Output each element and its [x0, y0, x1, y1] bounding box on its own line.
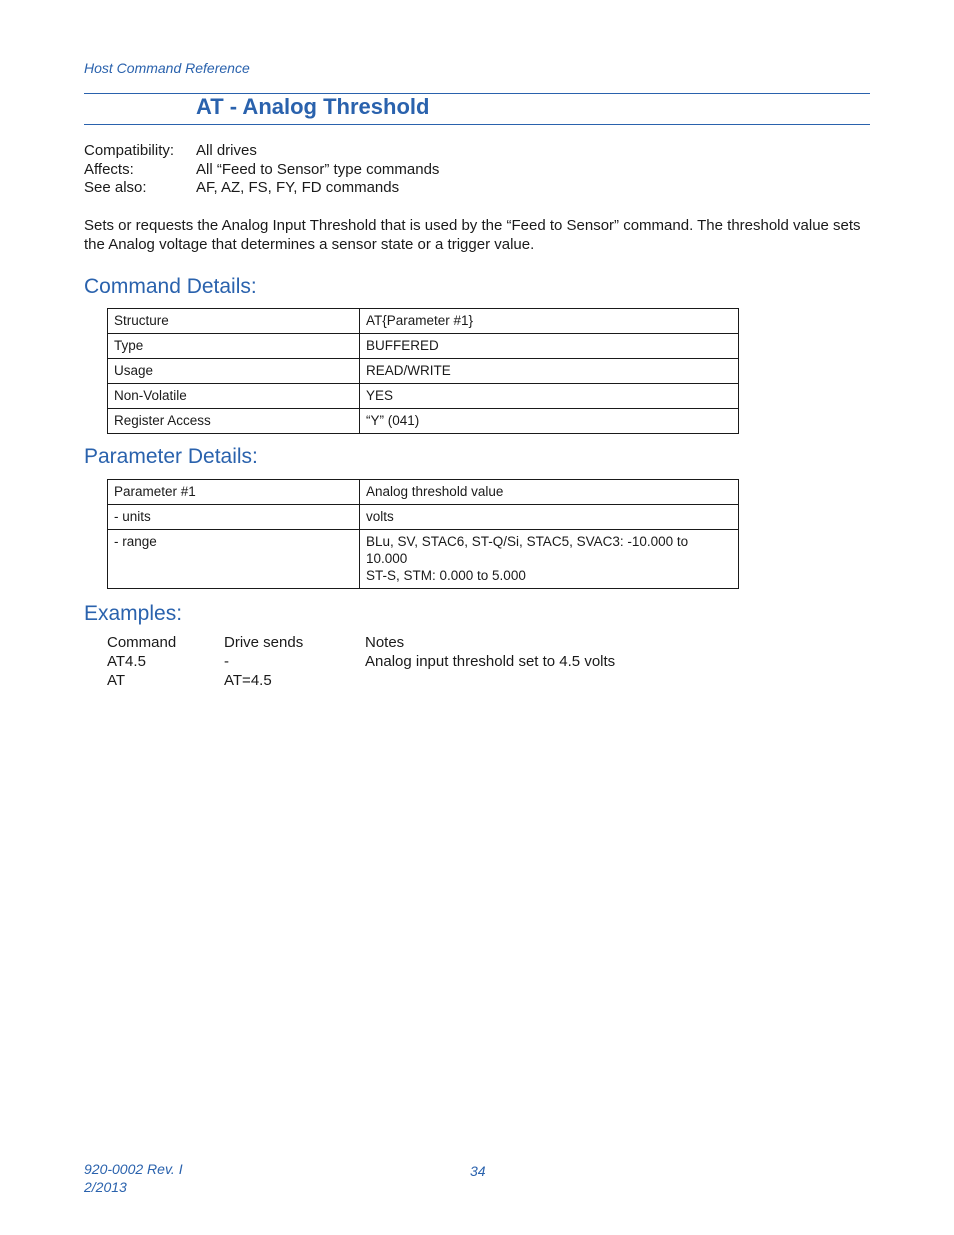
table-row	[108, 480, 739, 505]
range-line: ST-S, STM: 0.000 to 5.000	[366, 568, 526, 583]
table-cell-key: - range	[108, 530, 360, 589]
table-row	[108, 384, 739, 409]
table-cell-value: READ/WRITE	[360, 359, 739, 384]
example-command: AT4.5	[107, 653, 146, 670]
column-header: Drive sends	[224, 634, 304, 651]
table-cell-value: “Y” (041)	[360, 409, 739, 434]
meta-row-affects	[84, 161, 439, 180]
table-cell-value: BUFFERED	[360, 334, 739, 359]
description: Sets or requests the Analog Input Threshold that is used by the “Feed to Sensor” command. The threshold value sets the Analog voltage that determines a sensor state or a trigger value.	[84, 217, 861, 253]
table-cell-value: AT{Parameter #1}	[360, 309, 739, 334]
meta-row-see-also	[84, 179, 439, 198]
list-item	[107, 671, 615, 690]
column-header: Notes	[365, 634, 405, 651]
table-cell-key: Parameter #1	[108, 480, 360, 505]
meta-value: All drives	[196, 142, 257, 159]
meta-label: See also:	[84, 179, 147, 197]
running-header: Host Command Reference	[84, 60, 250, 76]
examples-header-row	[107, 633, 615, 652]
range-line: BLu, SV, STAC6, ST-Q/Si, STAC5, SVAC3: -10.000 to 10.000	[366, 534, 689, 566]
page-title: AT - Analog Threshold	[196, 94, 430, 119]
meta-value: AF, AZ, FS, FY, FD commands	[196, 179, 400, 197]
table-cell-key: Type	[108, 334, 360, 359]
table-row	[108, 359, 739, 384]
examples-heading: Examples:	[84, 602, 183, 625]
meta-label: Affects:	[84, 160, 134, 178]
example-drive-sends: -	[224, 653, 229, 670]
title-rule-bottom	[84, 124, 870, 125]
parameter-details-table	[107, 479, 739, 589]
table-cell-key: Non-Volatile	[108, 384, 360, 409]
list-item	[107, 652, 615, 671]
example-notes: Analog input threshold set to 4.5 volts	[365, 653, 616, 670]
command-details-table	[107, 308, 739, 434]
example-command: AT	[107, 672, 126, 689]
doc-number: 920-0002 Rev. I	[84, 1161, 183, 1177]
table-cell-value: Analog threshold value	[360, 480, 739, 505]
command-details-heading: Command Details:	[84, 275, 257, 298]
parameter-details-heading: Parameter Details:	[84, 445, 258, 468]
table-row	[108, 409, 739, 434]
table-cell-value: volts	[360, 505, 739, 530]
table-row	[108, 505, 739, 530]
table-cell-key: Structure	[108, 309, 360, 334]
table-row	[108, 530, 739, 589]
table-cell-key: Usage	[108, 359, 360, 384]
column-header: Command	[107, 634, 177, 651]
examples-list	[107, 633, 615, 690]
meta-row-compatibility	[84, 142, 439, 161]
table-row	[108, 334, 739, 359]
meta-info	[84, 142, 439, 198]
page-number: 34	[470, 1163, 486, 1179]
meta-value: All “Feed to Sensor” type commands	[196, 160, 440, 178]
table-cell-key: Register Access	[108, 409, 360, 434]
doc-date: 2/2013	[84, 1179, 127, 1195]
table-cell-value	[360, 530, 739, 589]
table-cell-key: - units	[108, 505, 360, 530]
footer-doc-info	[84, 1160, 183, 1196]
example-drive-sends: AT=4.5	[224, 672, 272, 689]
meta-label: Compatibility:	[84, 142, 175, 159]
table-row	[108, 309, 739, 334]
table-cell-value: YES	[360, 384, 739, 409]
